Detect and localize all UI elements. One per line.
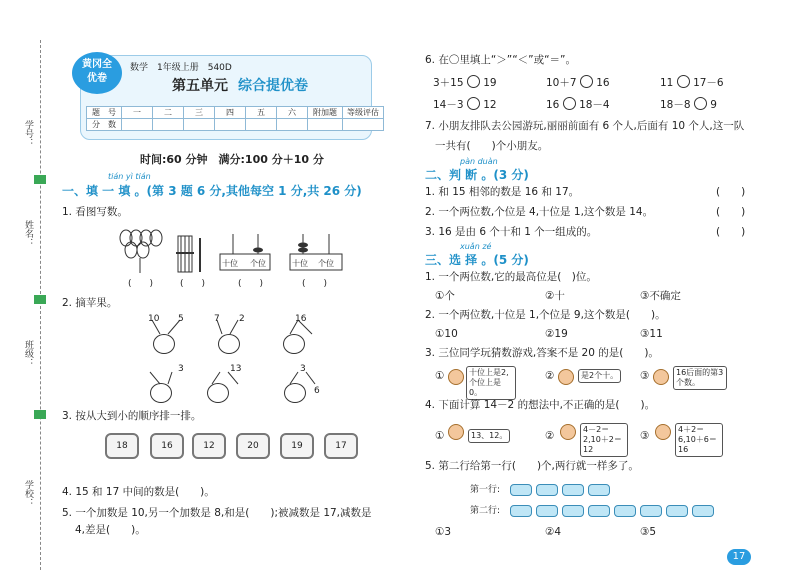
score-value-row bbox=[87, 119, 384, 131]
number-card: 20 bbox=[236, 433, 270, 459]
expr: 9 bbox=[710, 99, 717, 111]
apple-icon bbox=[284, 383, 306, 403]
judge-2-answer[interactable]: ( ) bbox=[716, 206, 746, 218]
apple-number: 3 bbox=[300, 364, 306, 374]
judge-3: 3. 16 是由 6 个十和 1 个一组成的。 bbox=[425, 226, 598, 238]
abacus1-ones-label: 个位 bbox=[250, 259, 266, 268]
section3-title: 三、选 择 。(5 分) bbox=[425, 253, 529, 267]
choice-2-option-b[interactable]: ②19 bbox=[545, 328, 568, 340]
page-number: 17 bbox=[727, 549, 751, 565]
section3-pinyin: xuǎn zé bbox=[460, 242, 492, 251]
compare-circle[interactable] bbox=[467, 97, 480, 110]
brand-logo bbox=[72, 52, 122, 94]
apple-number: 10 bbox=[148, 314, 160, 324]
cake-icon bbox=[692, 505, 714, 517]
score-header-cell: 四 bbox=[215, 107, 246, 119]
number-card: 16 bbox=[150, 433, 184, 459]
unit-title: 第五单元 bbox=[172, 78, 228, 94]
question-1: 1. 看图写数。 bbox=[62, 206, 128, 218]
choice-3-mark-c[interactable]: ③ bbox=[640, 370, 650, 382]
score-table bbox=[86, 106, 384, 131]
score-cell[interactable] bbox=[153, 119, 184, 131]
compare-item bbox=[433, 75, 497, 90]
score-header-cell: 等级评估 bbox=[343, 107, 384, 119]
speech-bubble: 13、12。 bbox=[468, 429, 510, 443]
expr: 18－4 bbox=[579, 99, 610, 111]
question-7-line2: 一共有( )个小朋友。 bbox=[435, 140, 549, 152]
choice-4-mark-b[interactable]: ② bbox=[545, 430, 555, 442]
choice-3: 3. 三位同学玩猜数游戏,答案不是 20 的是( )。 bbox=[425, 347, 659, 359]
abacus1-tens-label: 十位 bbox=[222, 259, 238, 268]
score-cell[interactable] bbox=[184, 119, 215, 131]
compare-item bbox=[546, 97, 610, 112]
expr: 12 bbox=[483, 99, 497, 111]
compare-item bbox=[546, 75, 610, 90]
child-icon bbox=[560, 424, 576, 440]
number-card: 19 bbox=[280, 433, 314, 459]
judge-2: 2. 一个两位数,个位是 4,十位是 1,这个数是 14。 bbox=[425, 206, 654, 218]
exam-info: 时间:60 分钟 满分:100 分＋10 分 bbox=[140, 153, 324, 166]
cake-icon bbox=[562, 505, 584, 517]
choice-1-option-c[interactable]: ③不确定 bbox=[640, 290, 681, 302]
child-icon bbox=[653, 369, 669, 385]
score-header-cell: 五 bbox=[246, 107, 277, 119]
apple-icon bbox=[207, 383, 229, 403]
question-6: 6. 在〇里填上“＞”“＜”或“＝”。 bbox=[425, 54, 576, 66]
apple-number: 2 bbox=[239, 314, 245, 324]
speech-bubble: 4＋2＝6,10＋6＝16 bbox=[675, 423, 723, 457]
expr: 17－6 bbox=[693, 77, 724, 89]
apple-icon bbox=[218, 334, 240, 354]
judge-3-answer[interactable]: ( ) bbox=[716, 226, 746, 238]
choice-5-option-a[interactable]: ①3 bbox=[435, 526, 452, 538]
child-icon bbox=[558, 369, 574, 385]
margin-tag bbox=[34, 175, 46, 184]
subject-line: 数学 1年级上册 540D bbox=[130, 63, 232, 73]
score-cell[interactable] bbox=[215, 119, 246, 131]
choice-5-option-b[interactable]: ②4 bbox=[545, 526, 562, 538]
answer-blank[interactable]: ( ) bbox=[302, 279, 328, 289]
choice-2-option-c[interactable]: ③11 bbox=[640, 328, 663, 340]
sticks-bundle-icon bbox=[176, 236, 200, 272]
speech-bubble: 是2个十。 bbox=[578, 369, 621, 383]
score-header-cell: 一 bbox=[122, 107, 153, 119]
cake-icon bbox=[588, 484, 610, 496]
expr: 10＋7 bbox=[546, 77, 577, 89]
apple-number: 13 bbox=[230, 364, 242, 374]
cake-icon bbox=[536, 484, 558, 496]
score-header-cell: 三 bbox=[184, 107, 215, 119]
section1-title: 一、填 一 填 。(第 3 题 6 分,其他每空 1 分,共 26 分) bbox=[62, 184, 362, 198]
apple-number: 5 bbox=[178, 314, 184, 324]
section2-pinyin: pàn duàn bbox=[460, 157, 498, 166]
apple-icon bbox=[283, 334, 305, 354]
compare-circle[interactable] bbox=[580, 75, 593, 88]
cake-icon bbox=[640, 505, 662, 517]
compare-circle[interactable] bbox=[467, 75, 480, 88]
abacus2-tens-label: 十位 bbox=[292, 259, 308, 268]
cake-icon bbox=[666, 505, 688, 517]
abacus2-ones-label: 个位 bbox=[318, 259, 334, 268]
apple-number: 3 bbox=[178, 364, 184, 374]
choice-3-mark-b[interactable]: ② bbox=[545, 370, 555, 382]
choice-4-mark-a[interactable]: ① bbox=[435, 430, 445, 442]
class-label: 班级： bbox=[23, 340, 33, 367]
choice-3-mark-a[interactable]: ① bbox=[435, 370, 445, 382]
expr: 3＋15 bbox=[433, 77, 464, 89]
number-card: 17 bbox=[324, 433, 358, 459]
number-card: 18 bbox=[105, 433, 139, 459]
margin-tag bbox=[34, 295, 46, 304]
apple-icon bbox=[153, 334, 175, 354]
school-label: 学校： bbox=[23, 480, 33, 507]
judge-1-answer[interactable]: ( ) bbox=[716, 186, 746, 198]
score-header-cell: 二 bbox=[153, 107, 184, 119]
cake-icon bbox=[588, 505, 610, 517]
child-icon bbox=[448, 424, 464, 440]
score-header-cell: 题 号 bbox=[87, 107, 122, 119]
expr: 19 bbox=[483, 77, 497, 89]
score-cell[interactable] bbox=[122, 119, 153, 131]
question-7-line1: 7. 小朋友排队去公园游玩,丽丽前面有 6 个人,后面有 10 个人,这一队 bbox=[425, 120, 745, 132]
compare-circle[interactable] bbox=[677, 75, 690, 88]
choice-4-mark-c[interactable]: ③ bbox=[640, 430, 650, 442]
compare-item bbox=[433, 97, 497, 112]
margin-tag bbox=[34, 410, 46, 419]
score-header-cell: 六 bbox=[277, 107, 308, 119]
choice-2-option-a[interactable]: ①10 bbox=[435, 328, 458, 340]
score-header-row bbox=[87, 107, 384, 119]
page-title: 综合提优卷 bbox=[238, 78, 308, 94]
section1-pinyin: tián yì tián bbox=[108, 172, 151, 181]
question-5-line1: 5. 一个加数是 10,另一个加数是 8,和是( );被减数是 17,减数是 bbox=[62, 507, 372, 519]
question-3: 3. 按从大到小的顺序排一排。 bbox=[62, 410, 202, 422]
speech-bubble: 十位上是2,个位上是0。 bbox=[466, 366, 516, 400]
choice-4: 4. 下面计算 14－2 的想法中,不正确的是( )。 bbox=[425, 399, 656, 411]
compare-circle[interactable] bbox=[563, 97, 576, 110]
choice-1: 1. 一个两位数,它的最高位是( )位。 bbox=[425, 271, 597, 283]
apple-number: 7 bbox=[214, 314, 220, 324]
compare-item bbox=[660, 97, 717, 112]
binding-line bbox=[40, 40, 42, 570]
expr: 16 bbox=[546, 99, 560, 111]
judge-1: 1. 和 15 相邻的数是 16 和 17。 bbox=[425, 186, 580, 198]
q1-pictures bbox=[118, 228, 388, 278]
child-icon bbox=[448, 369, 464, 385]
expr: 16 bbox=[596, 77, 610, 89]
score-cell[interactable] bbox=[246, 119, 277, 131]
apple-number: 16 bbox=[295, 314, 307, 324]
expr: 18－8 bbox=[660, 99, 691, 111]
answer-blank[interactable]: ( ) bbox=[180, 279, 206, 289]
speech-bubble: 4－2＝2,10＋2＝12 bbox=[580, 423, 628, 457]
student-number-label: 学号： bbox=[23, 120, 33, 147]
score-row-label: 分 数 bbox=[87, 119, 122, 131]
question-4: 4. 15 和 17 中间的数是( )。 bbox=[62, 486, 215, 498]
compare-item bbox=[660, 75, 724, 90]
score-header-cell: 附加题 bbox=[308, 107, 343, 119]
compare-circle[interactable] bbox=[694, 97, 707, 110]
answer-blank[interactable]: ( ) bbox=[238, 279, 264, 289]
section2-title: 二、判 断 。(3 分) bbox=[425, 168, 529, 182]
apple-icon bbox=[150, 383, 172, 403]
score-cell[interactable] bbox=[277, 119, 308, 131]
choice-5-option-c[interactable]: ③5 bbox=[640, 526, 657, 538]
choice-1-option-b[interactable]: ②十 bbox=[545, 290, 565, 302]
question-2: 2. 摘苹果。 bbox=[62, 297, 118, 309]
choice-2: 2. 一个两位数,十位是 1,个位是 9,这个数是( )。 bbox=[425, 309, 666, 321]
balloons-icon bbox=[120, 230, 162, 273]
score-cell[interactable] bbox=[308, 119, 343, 131]
choice-5: 5. 第二行给第一行( )个,两行就一样多了。 bbox=[425, 460, 639, 472]
expr: 14－3 bbox=[433, 99, 464, 111]
cake-icon bbox=[562, 484, 584, 496]
logo-text: 黄冈全优卷 bbox=[82, 59, 112, 84]
cake-icon bbox=[510, 505, 532, 517]
cake-icon bbox=[510, 484, 532, 496]
choice-1-option-a[interactable]: ①个 bbox=[435, 290, 455, 302]
score-cell[interactable] bbox=[343, 119, 384, 131]
speech-bubble: 16后面的第3个数。 bbox=[673, 366, 727, 390]
name-label: 姓名： bbox=[23, 220, 33, 247]
row2-label: 第二行: bbox=[470, 506, 501, 516]
expr: 11 bbox=[660, 77, 674, 89]
cake-icon bbox=[614, 505, 636, 517]
apple-number: 6 bbox=[314, 386, 320, 396]
cake-icon bbox=[536, 505, 558, 517]
answer-blank[interactable]: ( ) bbox=[128, 279, 154, 289]
number-card: 12 bbox=[192, 433, 226, 459]
child-icon bbox=[655, 424, 671, 440]
row1-label: 第一行: bbox=[470, 485, 501, 495]
question-5-line2: 4,差是( )。 bbox=[75, 524, 146, 536]
